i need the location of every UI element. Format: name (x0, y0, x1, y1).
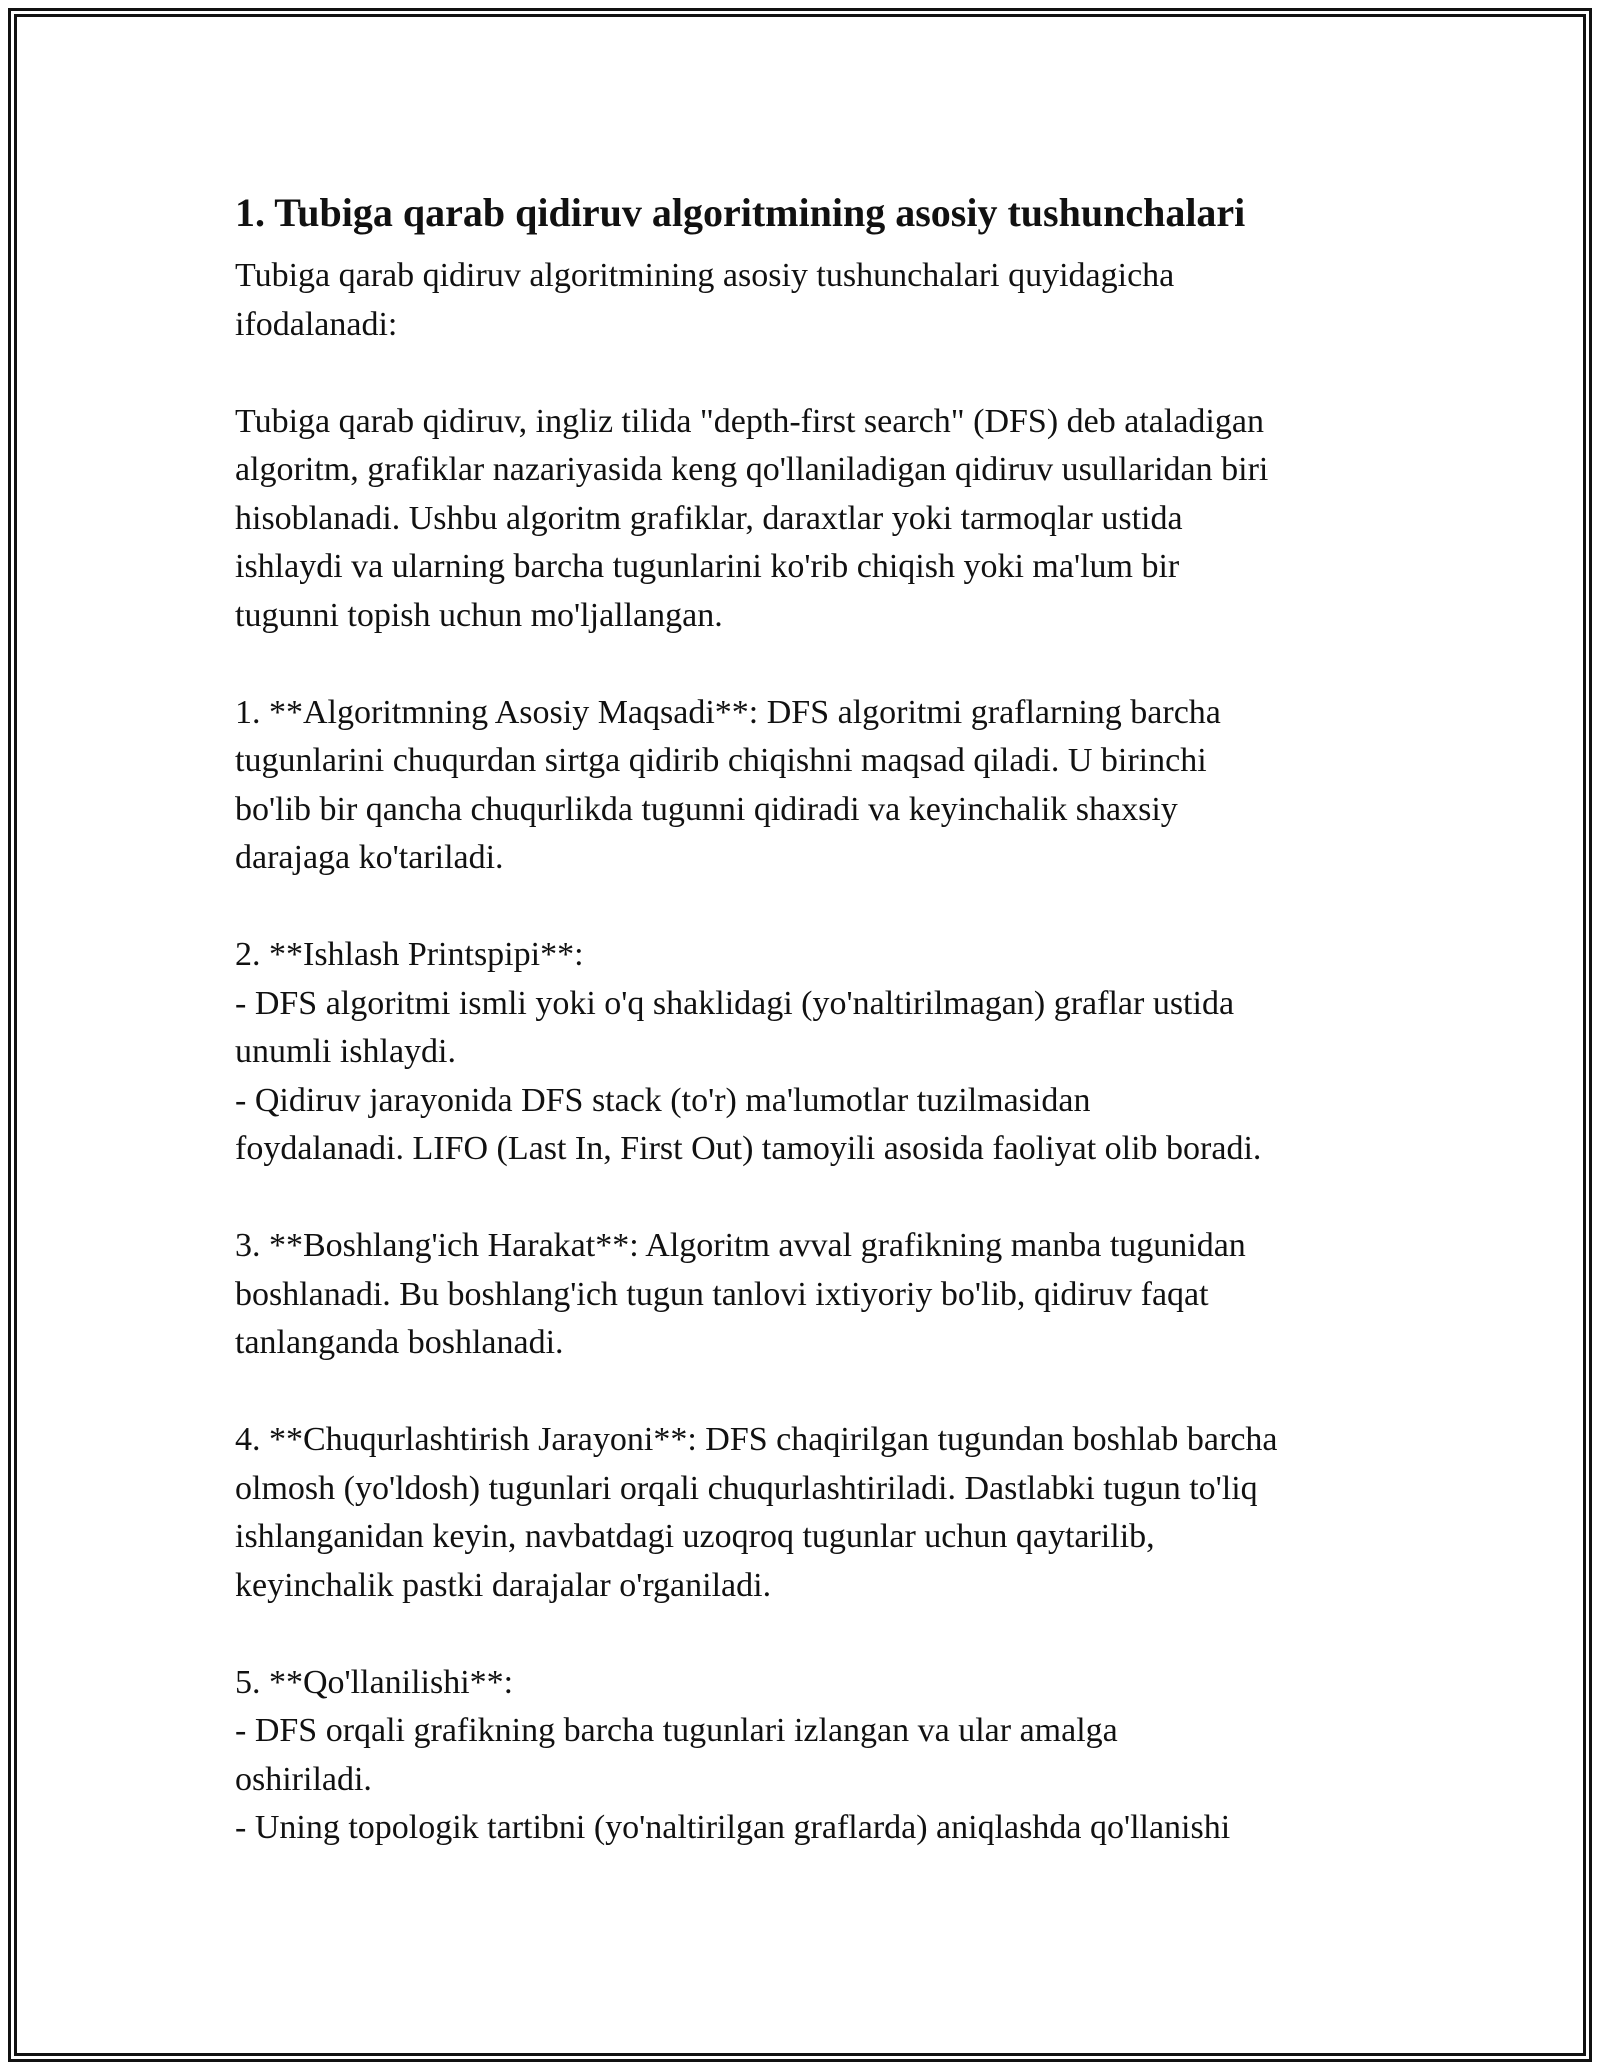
document-title: 1. Tubiga qarab qidiruv algoritmining asosiy tushunchalari (235, 190, 1246, 235)
document-page (235, 185, 1385, 1853)
document-body: Tubiga qarab qidiruv algoritmining asosiy tushunchalari quyidagicha ifodalanadi: Tubiga qarab qidiruv, ingliz tilida "depth-first search" (DFS) deb ataladigan algoritm, grafiklar nazariyasida keng qo'llaniladigan qidiruv usullaridan biri hisoblanadi. Ushbu algoritm grafiklar, daraxtlar yoki tarmoqlar ustida ishlaydi va ularning barcha tugunlarini ko'rib chiqish yoki ma'lum bir tugunni topish uchun mo'ljallangan. 1. **Algoritmning Asosiy Maqsadi**: DFS algoritmi graflarning barcha tugunlarini chuqurdan sirtga qidirib chiqishni maqsad qiladi. U birinchi bo'lib bir qancha chuqurlikda tugunni qidiradi va keyinchalik shaxsiy darajaga ko'tariladi. 2. **Ishlash Printspipi**: - DFS algoritmi ismli yoki o'q shaklidagi (yo'naltirilmagan) graflar ustida unumli ishlaydi. - Qidiruv jarayonida DFS stack (to'r) ma'lumotlar tuzilmasidan foydalanadi. LIFO (Last In, First Out) tamoyili asosida faoliyat olib boradi. 3. **Boshlang'ich Harakat**: Algoritm avval grafikning manba tugunidan boshlanadi. Bu boshlang'ich tugun tanlovi ixtiyoriy bo'lib, qidiruv faqat tanlanganda boshlanadi. 4. **Chuqurlashtirish Jarayoni**: DFS chaqirilgan tugundan boshlab barcha olmosh (yo'ldosh) tugunlari orqali chuqurlashtiriladi. Dastlabki tugun to'liq ishlanganidan keyin, navbatdagi uzoqroq tugunlar uchun qaytarilib, keyinchalik pastki darajalar o'rganiladi. 5. **Qo'llanilishi**: - DFS orqali grafikning barcha tugunlari izlangan va ular amalga oshiriladi. - Uning topologik tartibni (yo'naltirilgan graflarda) aniqlashda qo'llanishi (235, 257, 1278, 1846)
